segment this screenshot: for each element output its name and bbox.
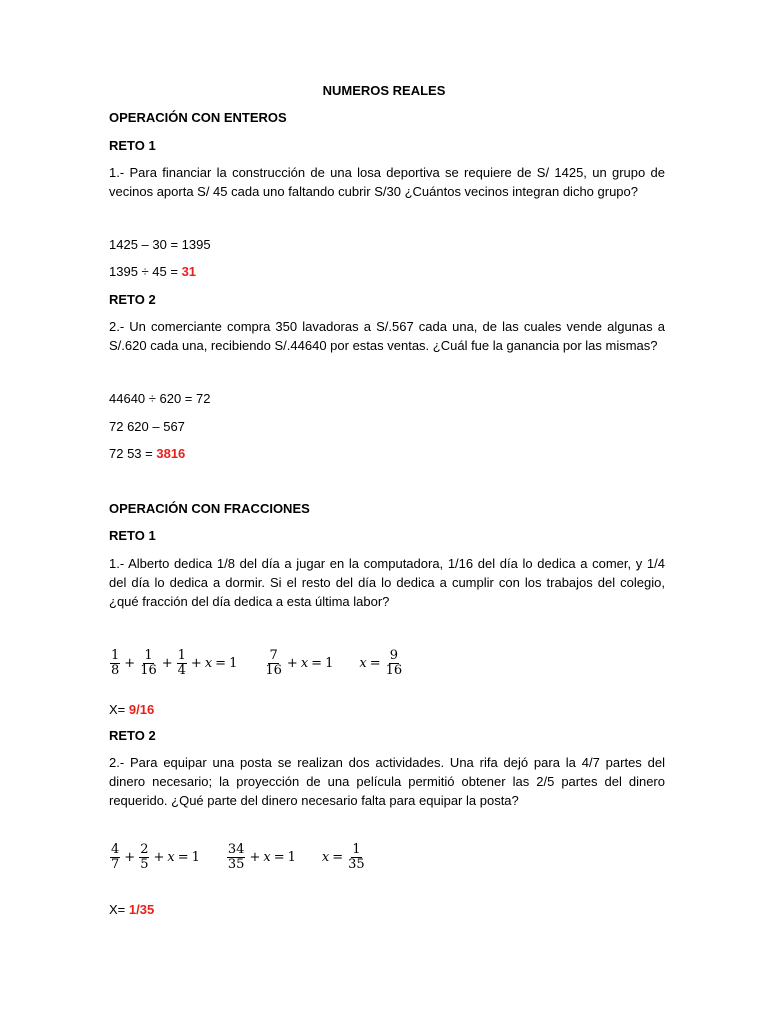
problem-3-text [109,554,665,611]
section-heading-enteros: OPERACIÓN CON ENTEROS [109,110,287,125]
fraction: $\frac{1}{4}$ [177,648,186,678]
calc-step: 44640 ÷ 620 = 72 [109,391,211,406]
answer-value: 1/35 [128,902,155,917]
calc-step: 1425 – 30 = 1395 [109,237,211,252]
equation-row-2: $\frac{4}{7}$ + $\frac{2}{5}$ + x = 1 $\frac{34}{35}$ + x = 1 x = $\frac{1}{35}$ [111,842,365,872]
fraction: $\frac{2}{5}$ [140,842,149,872]
fraction: $\frac{34}{35}$ [227,842,245,872]
problem-line: dinero necesario; la proyección de una película permitió obtener las 2/5 partes del dinero [109,774,665,789]
problem-line: ¿qué fracción del día dedica a esta última labor? [109,594,390,609]
fraction: $\frac{7}{16}$ [265,648,282,678]
calc-step: 1395 ÷ 45 = [109,264,182,279]
answer-line [109,901,154,918]
reto-1-label: RETO 1 [109,138,156,153]
answer-label: X= [109,702,129,717]
fraction: $\frac{1}{35}$ [348,842,365,872]
problem-line: S/.620 cada una, recibiendo S/.44640 por estas ventas. ¿Cuál fue la ganancia por las mismas? [109,338,658,353]
problem-4-text [109,753,665,810]
answer-value: 9/16 [128,702,155,717]
answer-value: 3816 [156,446,186,461]
calc-result [109,263,196,280]
problem-line: 1.- Alberto dedica 1/8 del día a jugar en la computadora, 1/16 del día lo dedica a comer, y 1/4 [109,556,665,571]
answer-line [109,701,154,718]
calc-step: 72 620 – 567 [109,419,185,434]
problem-line: 2.- Un comerciante compra 350 lavadoras a S/.567 cada una, de las cuales vende algunas a [109,319,665,334]
answer-value: 31 [181,264,197,279]
calc-result [109,445,185,462]
document-title: NUMEROS REALES [322,83,446,98]
fraction: $\frac{9}{16}$ [385,648,403,678]
problem-line: vecinos aporta S/ 45 cada uno faltando cubrir S/30 ¿Cuántos vecinos integran dicho grupo? [109,184,639,199]
problem-line: del día lo dedica a dormir. Si el resto del día lo dedica a cumplir con los trabajos del colegio, [109,575,665,590]
problem-line: 1.- Para financiar la construcción de una losa deportiva se requiere de S/ 1425, un grupo de [109,165,665,180]
reto-2-label: RETO 2 [109,292,156,307]
section-heading-fracciones: OPERACIÓN CON FRACCIONES [109,501,310,516]
problem-line: 2.- Para equipar una posta se realizan dos actividades. Una rifa dejó para la 4/7 partes del [109,755,665,770]
fraction: $\frac{1}{16}$ [140,648,157,678]
equation-row-1: $\frac{1}{8}$ + $\frac{1}{16}$ + $\frac{1}{4}$ + x = 1 $\frac{7}{16}$ + x = 1 x = $\frac{9}{16}$ [111,648,403,678]
problem-line: requerido. ¿Qué parte del dinero necesario falta para equipar la posta? [109,793,519,808]
reto-2-label: RETO 2 [109,728,156,743]
reto-1-label: RETO 1 [109,528,156,543]
answer-label: X= [109,902,129,917]
fraction: $\frac{1}{8}$ [111,648,120,678]
problem-1-text [109,163,665,201]
fraction: $\frac{4}{7}$ [111,842,120,872]
calc-step: 72 53 = [109,446,157,461]
problem-2-text [109,317,665,355]
